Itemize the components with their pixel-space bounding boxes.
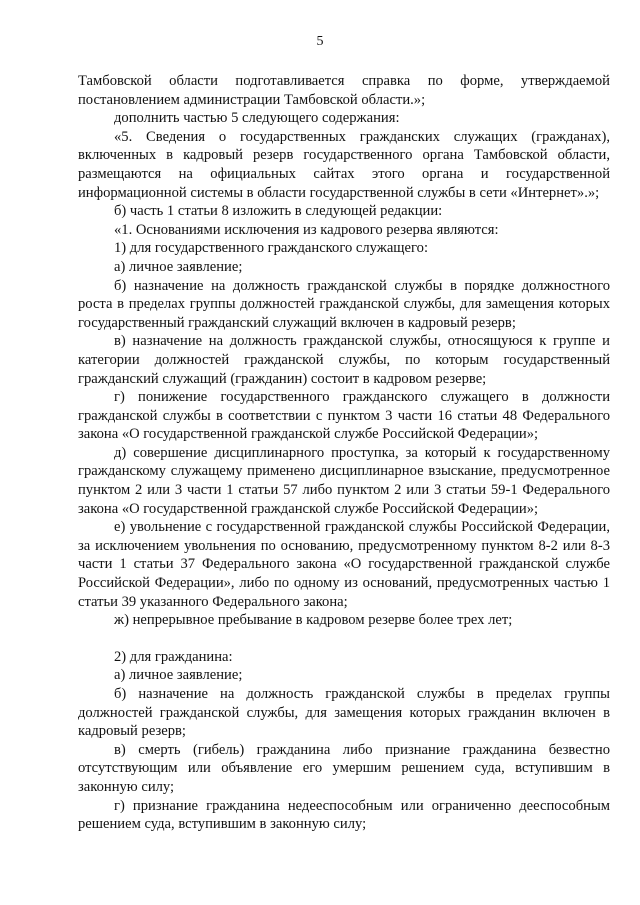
paragraph-continuation: Тамбовской области подготавливается справка по форме, утверждаемой постановлением администрации Тамбовской области.»; bbox=[78, 73, 610, 108]
paragraph-citizen-heading: 2) для гражданина: bbox=[114, 648, 233, 665]
paragraph-servant-e: е) увольнение с государственной гражданской службы Российской Федерации, за исключением увольнения по основанию, предусмотренному пунктом 8-2 или 8-3 части 1 статьи 37 Федерального закона «О государственной гражданской службе Российской Федерации», либо по одному из оснований, предусмотренных частью 1 статьи 39 указанного Федерального закона; bbox=[78, 519, 610, 610]
paragraph-servant-zh: ж) непрерывное пребывание в кадровом резерве более трех лет; bbox=[114, 612, 513, 629]
paragraph-servant-b: б) назначение на должность гражданской службы в порядке должностного роста в пределах группы должностей гражданской службы, для замещения которых государственный гражданский служащий включен в кадровый резерв; bbox=[78, 277, 610, 331]
paragraph-item-b-intro: б) часть 1 статьи 8 изложить в следующей редакции: bbox=[114, 203, 443, 220]
paragraph-amendment-intro: дополнить частью 5 следующего содержания: bbox=[114, 110, 400, 127]
paragraph-citizen-b: б) назначение на должность гражданской службы в пределах группы должностей гражданской службы, для замещения которых гражданин включен в кадровый резерв; bbox=[78, 686, 610, 740]
paragraph-servant-a: а) личное заявление; bbox=[114, 258, 243, 275]
paragraph-citizen-v: в) смерть (гибель) гражданина либо признание гражданина безвестно отсутствующим или объявление его умершим решением суда, вступившим в законную силу; bbox=[78, 741, 610, 795]
paragraph-servant-g: г) понижение государственного гражданского служащего в должности гражданской службы в соответствии с пунктом 3 части 16 статьи 48 Федерального закона «О государственной гражданской службе Российской Федерации»; bbox=[78, 389, 610, 443]
document-body bbox=[78, 72, 610, 834]
paragraph-grounds-heading: «1. Основаниями исключения из кадрового резерва являются: bbox=[114, 221, 499, 238]
paragraph-part-5: «5. Сведения о государственных гражданских служащих (гражданах), включенных в кадровый резерв государственного органа Тамбовской области, размещаются на официальных сайтах этого органа и государственной информационной системы в области государственной службы в сети «Интернет».»; bbox=[78, 128, 610, 201]
paragraph-servant-v: в) назначение на должность гражданской службы, относящуюся к группе и категории должностей гражданской службы, по которым государственный гражданский служащий (гражданин) состоит в кадровом резерве; bbox=[78, 333, 610, 387]
paragraph-civil-servant-heading: 1) для государственного гражданского служащего: bbox=[114, 240, 428, 257]
page-number: 5 bbox=[316, 34, 324, 49]
paragraph-servant-d: д) совершение дисциплинарного проступка, за который к государственному гражданскому служащему применено дисциплинарное взыскание, предусмотренное пунктом 2 или 3 части 1 статьи 57 либо пунктом 2 или 3 статьи 59-1 Федерального закона «О государственной гражданской службе Российской Федерации»; bbox=[78, 444, 610, 517]
paragraph-citizen-g: г) признание гражданина недееспособным или ограниченно дееспособным решением суда, вступившим в законную силу; bbox=[78, 797, 610, 833]
paragraph-citizen-a: а) личное заявление; bbox=[114, 667, 243, 684]
